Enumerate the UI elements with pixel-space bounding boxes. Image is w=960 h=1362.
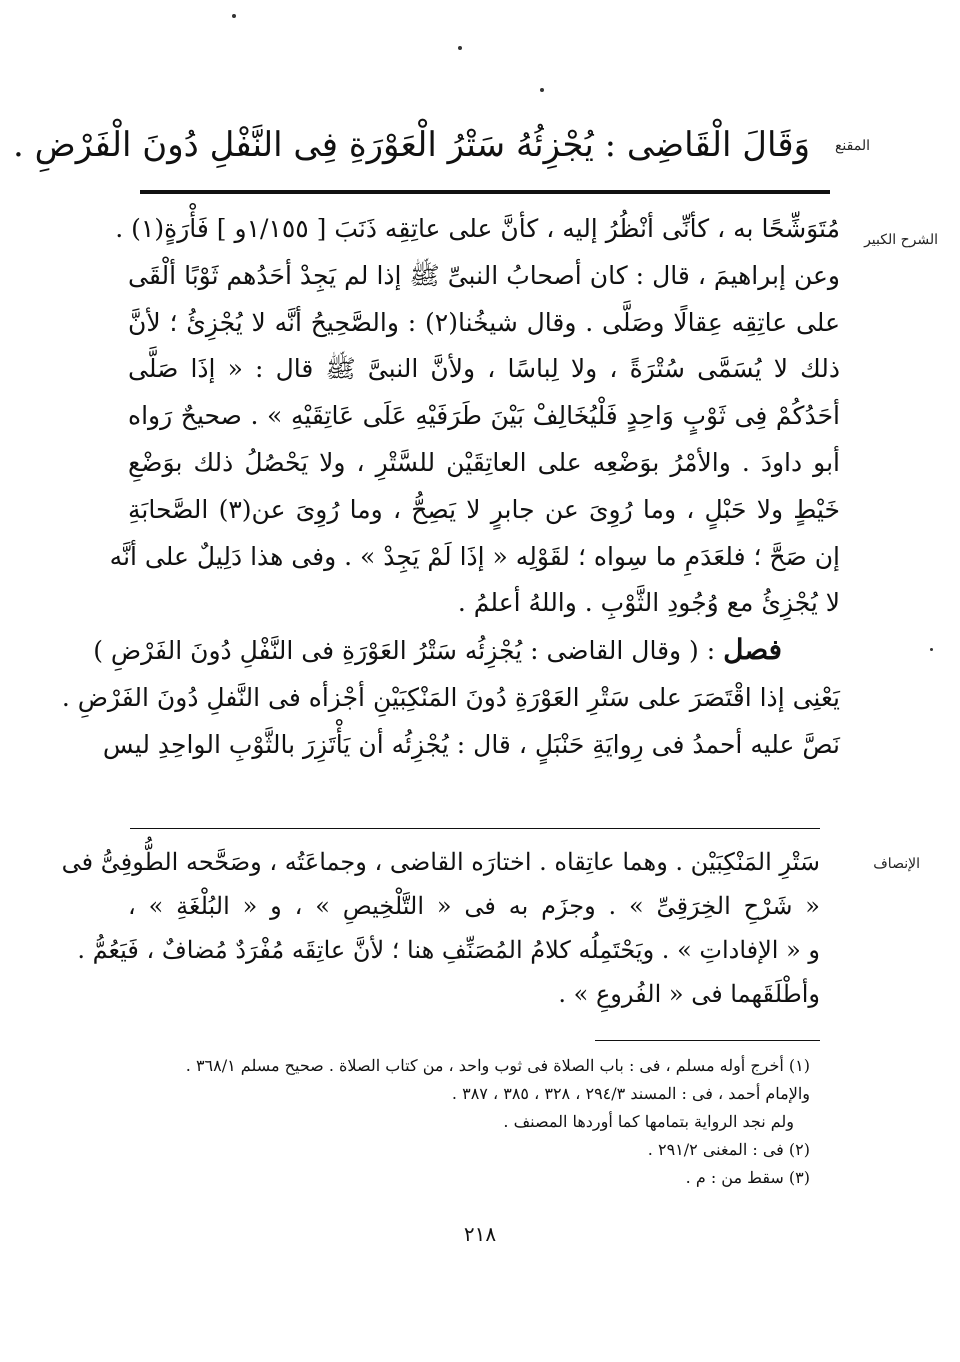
- sharh-line: خَيْطٍ ولا حَبْلٍ ، وما رُوِىَ عن جابرٍ لا يَصِحُّ ، وما رُوِىَ عن(٣) الصَّحابَةِ: [128, 494, 840, 524]
- scan-speck: [232, 14, 236, 18]
- insaf-line: و « الإفاداتِ » . ويَحْتَمِلُه كلامُ المُصَنِّفِ هنا ؛ لأنَّ عاتِقَه مُفْرَدٌ مُضافٌ ، فَيَعُمُّ .: [77, 936, 820, 964]
- sharh-label: الشرح الكبير: [864, 232, 938, 248]
- footnote: (٣) سقط من : م .: [685, 1168, 810, 1187]
- sharh-line: وعن إبراهيمَ ، قال : كان أصحابُ النبىِّ ﷺ إذا لم يَجِدْ أحَدُهم ثَوْبًا ألْقَى: [128, 260, 840, 290]
- footnotes: [120, 1052, 810, 1192]
- scan-speck: [540, 88, 544, 92]
- fasl-word: فصل: [723, 633, 782, 667]
- insaf-body: [61, 840, 820, 1016]
- fasl-heading-text: : ( وقال القاضى : يُجْزِئُه سَتْرُ العَوْرَةِ فى النَّفْلِ دُونَ الفَرْضِ ): [93, 636, 716, 666]
- insaf-line: وأطْلَقَهما فى « الفُروعِ » .: [558, 980, 820, 1008]
- sharh-line: على عاتِقِه عِقالًا وصَلَّى . وقال شيخُنا(٢) : والصَّحِيحُ أنَّه لا يُجْزِئُ ؛ لأنَّ: [128, 307, 841, 337]
- footnote: (٢) فى : المغنى ٢٩١/٢ .: [647, 1140, 810, 1159]
- section-rule: [130, 828, 820, 829]
- sharh-line: نَصَّ عليه أحمدُ فى رِوايَةِ حَنْبَلٍ ، قال : يُجْزِئُه أن يَأْتَزِرَ بالثَّوْبِ الواحِدِ ليس: [102, 729, 840, 759]
- header-rule: [140, 190, 830, 194]
- sharh-line: لا يُجْزِئُ مع وُجُودِ الثَّوْبِ . واللهُ أعلمُ .: [457, 588, 840, 618]
- footnote-rule: [595, 1040, 820, 1041]
- sharh-line: مُتَوَشِّحًا به ، كأنِّى أنْظُرُ إليه ، كأنَّ على عاتِقِه ذَنَبَ [ ١/١٥٥و ] فَأْرَةٍ(١) .: [115, 214, 840, 243]
- sharh-body: [61, 206, 841, 769]
- sharh-line: أحَدُكُمْ فِى ثَوْبٍ وَاحِدٍ فَلْيُخَالِفْ بَيْنَ طَرَفَيْهِ عَلَى عَاتِقَيْهِ » . صحيحٌ رَواه: [128, 401, 840, 431]
- sharh-line: أبو داودَ . والأمْرُ بوَضْعِه على العاتِقَيْن للسَّتْرِ ، ولا يَحْصُلُ ذلك بوَضْعِ: [128, 447, 840, 477]
- insaf-line: « شَرْحِ الخِرَقِىِّ » . وجزَم به فى « التَّلْخِيصِ » ، و « البُلْغَةِ » ،: [128, 892, 820, 920]
- scan-speck: [458, 46, 462, 50]
- page-number: ٢١٨: [463, 1222, 497, 1246]
- sharh-line: ذلك لا يُسَمَّى سُتْرَةً ، ولا لِباسًا ، ولأنَّ النبىَّ ﷺ قال : « إذَا صَلَّى: [128, 354, 841, 384]
- insaf-line: سَتْرِ المَنْكِبَيْن . وهما عاتِقاه . اختارَه القاضى ، وجماعَتُه ، وصَحَّحه الطُّوفِىُّ فى: [61, 848, 820, 876]
- sharh-line: يَعْنِى إذا اقْتَصَرَ على سَتْرِ العَوْرَةِ دُونَ المَنْكِبَيْنِ أجْزأه فى النَّفلِ دُونَ الفَرْضِ .: [61, 682, 840, 712]
- sharh-line: إن صَحَّ ؛ فلعَدَمِ ما سِواه ؛ لقَوْلِه « إذَا لَمْ يَجِدْ » . وفى هذا دَلِيلٌ على أنَّه: [109, 541, 840, 571]
- muqni-label: المقنع: [834, 138, 870, 154]
- footnote-continuation: ولم نجد الرواية بتمامها كما أوردها المصنف .: [503, 1112, 794, 1131]
- matn-title: وَقَالَ الْقَاضِى : يُجْزِئُهُ سَتْرُ الْعَوْرَةِ فِى النَّفْلِ دُونَ الْفَرْضِ .: [12, 125, 810, 165]
- matn-header: [12, 120, 870, 190]
- fasl-heading-line: [93, 627, 840, 675]
- footnote: (١) أخرج أوله مسلم ، فى : باب الصلاة فى ثوب واحد ، من كتاب الصلاة . صحيح مسلم ٣٦٨/١ .: [185, 1056, 810, 1075]
- footnote-continuation: والإمام أحمد ، فى : المسند ٢٩٤/٣ ، ٣٢٨ ، ٣٨٥ ، ٣٨٧ .: [451, 1084, 810, 1103]
- insaf-label: الإنصاف: [873, 856, 920, 872]
- scan-speck: [930, 648, 933, 651]
